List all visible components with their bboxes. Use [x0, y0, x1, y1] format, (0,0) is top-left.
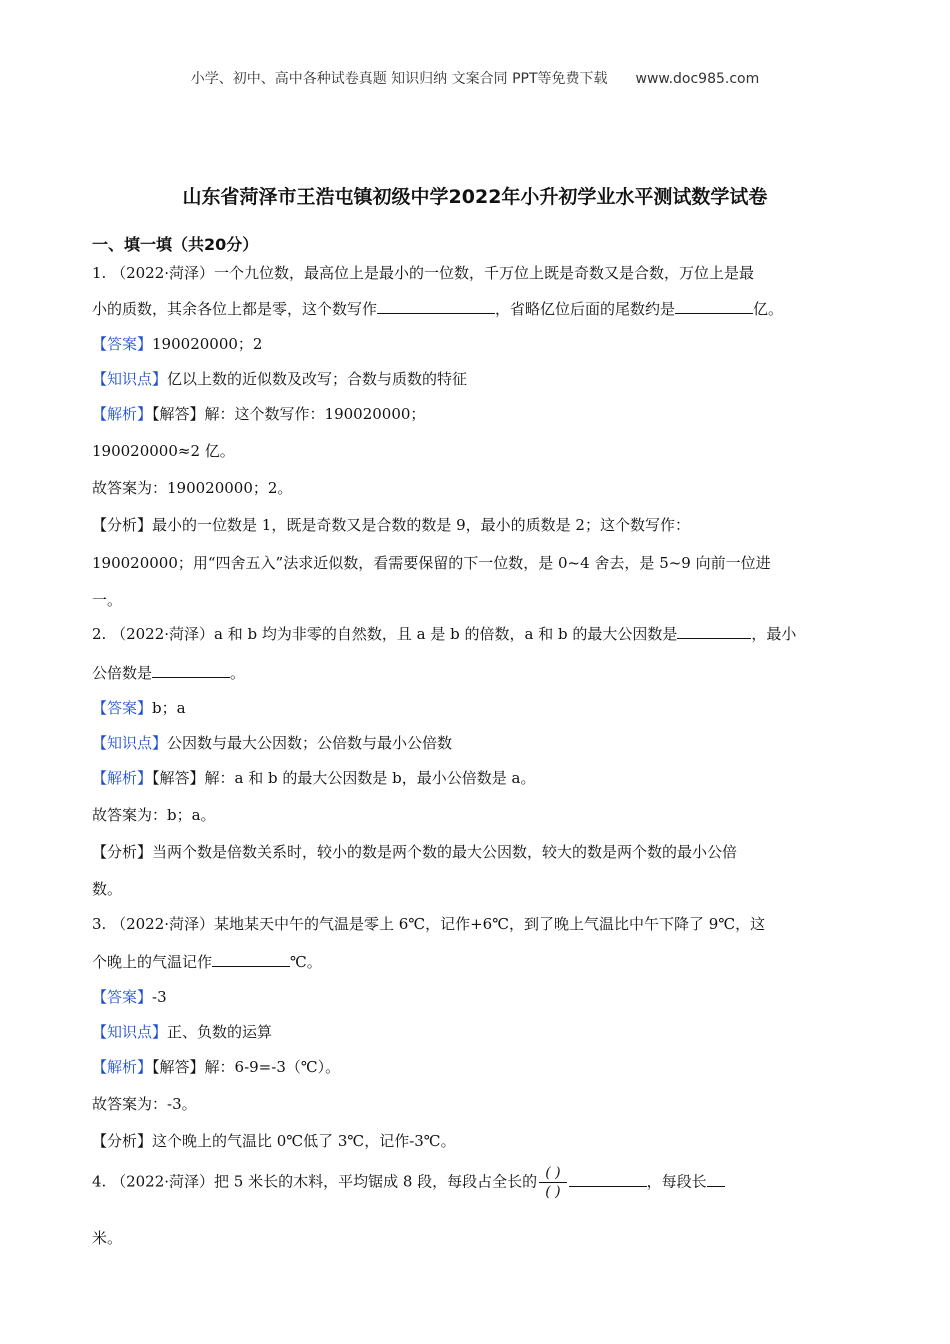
q3-line-1: 3. （2022·菏泽）某地某天中午的气温是零上 6℃，记作+6℃，到了晚上气温比中午下降了 9℃，这	[92, 915, 766, 933]
q1-blank-2[interactable]	[675, 299, 753, 314]
header-site[interactable]: www.doc985.com	[635, 71, 760, 87]
q1-solution: 【解析】【解答】解：这个数写作：190020000；	[92, 405, 426, 423]
q2-answer: 【答案】b；a	[92, 699, 186, 717]
q3-blank-1[interactable]	[212, 952, 290, 967]
q4-line-1: 4. （2022·菏泽）把 5 米长的木料，平均锯成 8 段，每段占全长的 $\frac{( )}{( )}$ ，每段长	[92, 1164, 725, 1201]
q1-line-2: 小的质数，其余各位上都是零，这个数写作 ，省略亿位后面的尾数约是 亿。	[92, 300, 784, 318]
q1-fenxi-3: 一。	[92, 591, 123, 609]
page-header	[0, 68, 950, 88]
q3-fenxi: 【分析】这个晚上的气温比 0℃低了 3℃，记作-3℃。	[92, 1132, 456, 1150]
q1-fenxi-2: 190020000；用“四舍五入”法求近似数，看需要保留的下一位数，是 0~4 舍去，是 5~9 向前一位进	[92, 554, 771, 572]
q2-line-2: 公倍数是 。	[92, 664, 246, 682]
q1-solution-2: 190020000≈2 亿。	[92, 442, 235, 460]
q1-knowledge: 【知识点】亿以上数的近似数及改写；合数与质数的特征	[92, 370, 468, 388]
q4-blank-2[interactable]	[707, 1172, 725, 1187]
q2-blank-2[interactable]	[152, 663, 230, 678]
header-text: 小学、初中、高中各种试卷真题 知识归纳 文案合同 PPT等免费下载	[190, 71, 608, 87]
q2-line-1: 2. （2022·菏泽）a 和 b 均为非零的自然数，且 a 是 b 的倍数，a 和 b 的最大公因数是 ，最小	[92, 625, 797, 643]
q2-solution-2: 故答案为：b；a。	[92, 806, 216, 824]
q3-line-2: 个晚上的气温记作 ℃。	[92, 953, 322, 971]
q2-fenxi-2: 数。	[92, 880, 123, 898]
q4-line-2: 米。	[92, 1229, 123, 1247]
q1-line-1: 1. （2022·菏泽）一个九位数，最高位上是最小的一位数，千万位上既是奇数又是合数，万位上是最	[92, 264, 755, 282]
q4-fraction: $\frac{( )}{( )}$	[539, 1164, 566, 1201]
q1-blank-1[interactable]	[377, 299, 495, 314]
q1-solution-3: 故答案为：190020000；2。	[92, 479, 293, 497]
q3-solution: 【解析】【解答】解：6-9=-3（℃）。	[92, 1058, 341, 1076]
q2-fenxi-1: 【分析】当两个数是倍数关系时，较小的数是两个数的最大公因数，较大的数是两个数的最小公倍	[92, 843, 738, 861]
page-title: 山东省菏泽市王浩屯镇初级中学2022年小升初学业水平测试数学试卷	[182, 186, 768, 208]
q3-solution-2: 故答案为：-3。	[92, 1095, 197, 1113]
q1-fenxi-1: 【分析】最小的一位数是 1，既是奇数又是合数的数是 9，最小的质数是 2；这个数写作：	[92, 516, 690, 534]
q3-knowledge: 【知识点】正、负数的运算	[92, 1023, 273, 1041]
q2-solution: 【解析】【解答】解：a 和 b 的最大公因数是 b，最小公倍数是 a。	[92, 769, 536, 787]
q3-answer: 【答案】-3	[92, 988, 167, 1006]
q1-answer: 【答案】190020000；2	[92, 335, 263, 353]
q4-blank-1[interactable]	[569, 1172, 647, 1187]
section-heading: 一、填一填（共20分）	[92, 235, 259, 254]
q2-knowledge: 【知识点】公因数与最大公因数；公倍数与最小公倍数	[92, 734, 453, 752]
q2-blank-1[interactable]	[677, 624, 751, 639]
